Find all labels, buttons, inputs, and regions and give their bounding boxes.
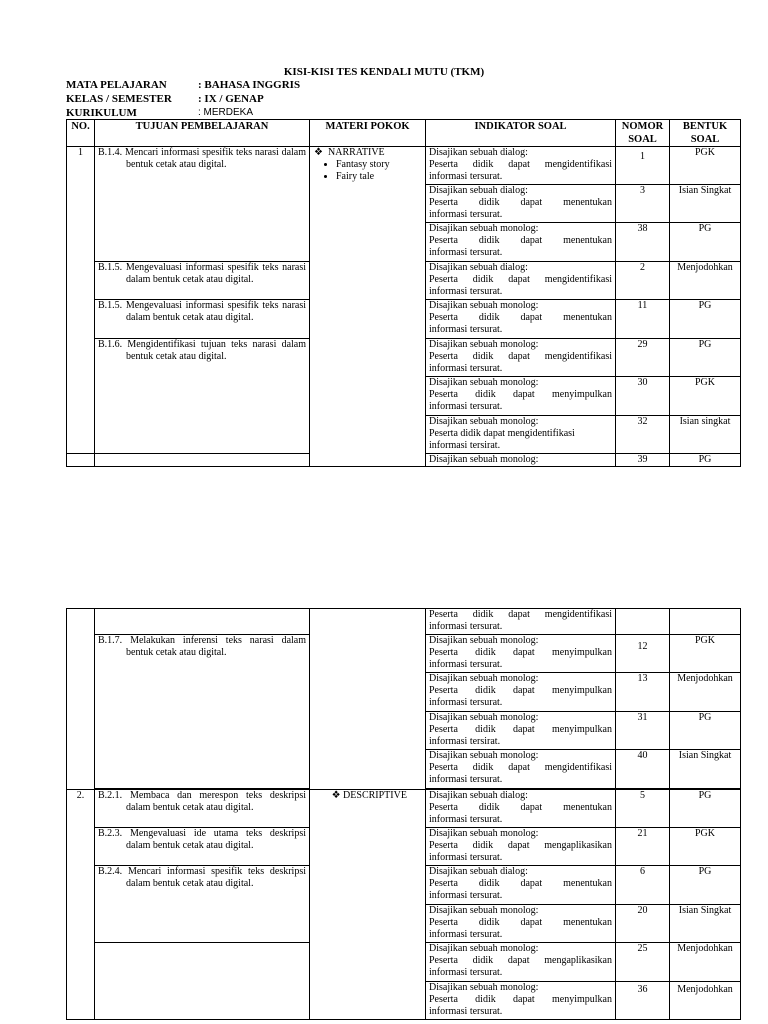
nomor-cell: 31 <box>616 712 670 750</box>
indikator-cell <box>426 750 616 789</box>
meta-value: : BAHASA INGGRIS <box>198 79 301 91</box>
diamond-bullet-icon: ❖ <box>314 147 323 158</box>
indikator-line: Peserta didik dapat menyimpulkan <box>429 647 612 658</box>
tujuan-cell <box>95 339 310 454</box>
indikator-line: informasi tersurat. <box>429 967 503 978</box>
indikator-line: Disajikan sebuah monolog: <box>429 673 539 684</box>
indikator-cell <box>426 300 616 339</box>
meta-label: MATA PELAJARAN <box>66 79 167 91</box>
nomor-cell: 40 <box>616 750 670 789</box>
nomor-cell: 1 <box>616 147 670 185</box>
tujuan-text: Mengevaluasi ide utama teks deskripsi dalam bentuk cetak atau digital. <box>126 828 307 851</box>
tujuan-code: B.1.7. <box>98 635 123 646</box>
tujuan-code: B.1.5. <box>98 300 123 311</box>
nomor-cell: 38 <box>616 223 670 262</box>
nomor-cell: 39 <box>616 454 670 467</box>
indikator-line: Peserta didik dapat menyimpulkan <box>429 685 612 696</box>
indikator-cell <box>426 943 616 982</box>
indikator-line: informasi tersurat. <box>429 852 503 863</box>
indikator-line: informasi tersirat. <box>429 736 501 747</box>
header-no: NO. <box>67 120 95 147</box>
indikator-line: informasi tersurat. <box>429 209 503 220</box>
tujuan-cell <box>95 262 310 300</box>
tujuan-code: B.2.4. <box>98 866 123 877</box>
tujuan-code: B.2.3. <box>98 828 123 839</box>
bentuk-cell: Isian Singkat <box>670 905 741 943</box>
indikator-line: informasi tersurat. <box>429 401 503 412</box>
document-title: KISI-KISI TES KENDALI MUTU (TKM) <box>283 66 485 78</box>
header-nomor: NOMOR SOAL <box>616 120 670 147</box>
bentuk-cell: Menjodohkan <box>670 262 741 300</box>
indikator-line: Disajikan sebuah monolog: <box>429 750 539 761</box>
kisi-table-page-2 <box>66 608 741 1020</box>
bentuk-cell: PG <box>670 712 741 750</box>
empty-cell <box>67 454 95 467</box>
indikator-line: informasi tersurat. <box>429 890 503 901</box>
nomor-cell: 11 <box>616 300 670 339</box>
indikator-cell <box>426 185 616 223</box>
tujuan-cell <box>95 300 310 339</box>
tujuan-cell <box>95 635 310 789</box>
nomor-cell: 6 <box>616 866 670 905</box>
indikator-line: Peserta didik dapat menentukan <box>429 312 612 323</box>
indikator-line: Disajikan sebuah dialog: <box>429 185 528 196</box>
indikator-line: Disajikan sebuah dialog: <box>429 147 528 158</box>
materi-heading <box>314 790 422 802</box>
indikator-cell <box>426 147 616 185</box>
header-indikator: INDIKATOR SOAL <box>426 120 616 147</box>
empty-cell <box>310 609 426 790</box>
indikator-cell <box>426 377 616 416</box>
header-tujuan: TUJUAN PEMBELAJARAN <box>95 120 310 147</box>
nomor-cell: 13 <box>616 673 670 712</box>
nomor-cell: 5 <box>616 790 670 828</box>
tujuan-code: B.1.6. <box>98 339 123 350</box>
bentuk-cell: PGK <box>670 828 741 866</box>
tujuan-text: Mengevaluasi informasi spesifik teks narasi dalam bentuk cetak atau digital. <box>125 262 307 285</box>
indikator-line: Peserta didik dapat menyimpulkan <box>429 994 612 1005</box>
indikator-line: Disajikan sebuah monolog: <box>429 223 539 234</box>
indikator-line: informasi tersurat. <box>429 659 503 670</box>
materi-cell <box>310 147 426 467</box>
indikator-line: informasi tersurat. <box>429 621 503 632</box>
indikator-cell <box>426 712 616 750</box>
tujuan-cell <box>95 828 310 866</box>
indikator-line: informasi tersurat. <box>429 814 503 825</box>
tujuan-cell <box>95 147 310 262</box>
nomor-cell: 20 <box>616 905 670 943</box>
indikator-line: Disajikan sebuah monolog: <box>429 905 539 916</box>
tujuan-text: Mengidentifikasi tujuan teks narasi dalam bentuk cetak atau digital. <box>126 339 306 362</box>
row-number: 2. <box>67 790 95 1020</box>
indikator-cell <box>426 339 616 377</box>
bentuk-cell: PGK <box>670 147 741 185</box>
nomor-cell: 21 <box>616 828 670 866</box>
indikator-line: Peserta didik dapat menentukan <box>429 802 612 813</box>
bentuk-cell: PG <box>670 223 741 262</box>
indikator-line: informasi tersirat. <box>429 440 501 451</box>
bentuk-cell: PG <box>670 454 741 467</box>
indikator-cell <box>426 673 616 712</box>
materi-item: • Fantasy story <box>336 159 422 171</box>
indikator-line: Disajikan sebuah dialog: <box>429 790 528 801</box>
indikator-cell <box>426 828 616 866</box>
diamond-bullet-icon: ❖ <box>331 790 341 801</box>
indikator-cell <box>426 790 616 828</box>
materi-title: DESCRIPTIVE <box>343 790 407 801</box>
indikator-line: Disajikan sebuah monolog: <box>429 982 539 993</box>
indikator-line: Disajikan sebuah monolog: <box>429 635 539 646</box>
indikator-line: Peserta didik dapat mengidentifikasi <box>429 159 612 170</box>
nomor-cell: 3 <box>616 185 670 223</box>
bentuk-cell: PG <box>670 866 741 905</box>
materi-item: • Fairy tale <box>336 171 422 183</box>
indikator-line: informasi tersurat. <box>429 324 503 335</box>
indikator-cell <box>426 982 616 1020</box>
indikator-cell <box>426 454 616 467</box>
indikator-line: informasi tersurat. <box>429 774 503 785</box>
bentuk-cell: Isian Singkat <box>670 750 741 789</box>
indikator-cell <box>426 635 616 673</box>
empty-cell <box>616 609 670 635</box>
indikator-line: Disajikan sebuah monolog: <box>429 943 539 954</box>
indikator-line: Peserta didik dapat mengidentifikasi <box>429 609 612 620</box>
materi-list <box>314 159 422 183</box>
indikator-line: Disajikan sebuah monolog: <box>429 377 539 388</box>
indikator-line: Peserta didik dapat mengidentifikasi <box>429 274 612 285</box>
indikator-line: Peserta didik dapat menyimpulkan <box>429 389 612 400</box>
indikator-line: informasi tersurat. <box>429 697 503 708</box>
bentuk-cell: Isian singkat <box>670 416 741 454</box>
nomor-cell: 25 <box>616 943 670 982</box>
empty-cell <box>67 609 95 790</box>
bentuk-cell: Isian Singkat <box>670 185 741 223</box>
tujuan-cell <box>95 790 310 828</box>
bentuk-cell: PGK <box>670 635 741 673</box>
table-row <box>67 790 741 828</box>
tujuan-text: Mencari informasi spesifik teks narasi dalam bentuk cetak atau digital. <box>124 147 307 170</box>
indikator-line: Peserta didik dapat mengidentifikasi <box>429 762 612 773</box>
indikator-line: Peserta didik dapat menentukan <box>429 235 612 246</box>
indikator-line: informasi tersurat. <box>429 247 503 258</box>
bentuk-cell: Menjodohkan <box>670 943 741 982</box>
indikator-line: informasi tersurat. <box>429 1006 503 1017</box>
nomor-cell: 30 <box>616 377 670 416</box>
indikator-line: Disajikan sebuah monolog: <box>429 828 539 839</box>
empty-cell <box>95 609 310 635</box>
indikator-line: Peserta didik dapat menentukan <box>429 197 612 208</box>
indikator-line: Peserta didik dapat mengaplikasikan <box>429 840 612 851</box>
meta-label: KELAS / SEMESTER <box>66 93 172 105</box>
materi-cell <box>310 790 426 1020</box>
indikator-line: Disajikan sebuah monolog: <box>429 339 539 350</box>
indikator-cell <box>426 866 616 905</box>
indikator-line: Peserta didik dapat menyimpulkan <box>429 724 612 735</box>
meta-label: KURIKULUM <box>66 107 137 119</box>
header-materi: MATERI POKOK <box>310 120 426 147</box>
indikator-line: Disajikan sebuah monolog: <box>429 712 539 723</box>
empty-cell <box>670 609 741 635</box>
tujuan-code: B.2.1. <box>98 790 123 801</box>
indikator-cell <box>426 223 616 262</box>
materi-title: NARRATIVE <box>328 147 385 158</box>
indikator-line: Disajikan sebuah dialog: <box>429 262 528 273</box>
nomor-cell: 29 <box>616 339 670 377</box>
header-bentuk: BENTUK SOAL <box>670 120 741 147</box>
nomor-cell: 2 <box>616 262 670 300</box>
indikator-line: informasi tersurat. <box>429 363 503 374</box>
tujuan-code: B.1.5. <box>98 262 123 273</box>
indikator-line: Peserta didik dapat mengaplikasikan <box>429 955 612 966</box>
tujuan-text: Membaca dan merespon teks deskripsi dalam bentuk cetak atau digital. <box>126 790 306 813</box>
materi-heading <box>314 147 422 159</box>
tujuan-text: Melakukan inferensi teks narasi dalam bentuk cetak atau digital. <box>126 635 307 658</box>
bentuk-cell: PGK <box>670 377 741 416</box>
bentuk-cell: PG <box>670 790 741 828</box>
nomor-cell: 32 <box>616 416 670 454</box>
nomor-cell: 36 <box>616 982 670 1020</box>
tujuan-text: Mencari informasi spesifik teks deskripsi dalam bentuk cetak atau digital. <box>126 866 307 889</box>
indikator-line: informasi tersurat. <box>429 929 503 940</box>
empty-cell <box>95 454 310 467</box>
indikator-line: Peserta didik dapat mengidentifikasi <box>429 428 575 439</box>
meta-value: : IX / GENAP <box>198 93 264 105</box>
indikator-line: Disajikan sebuah dialog: <box>429 866 528 877</box>
bentuk-cell: PG <box>670 339 741 377</box>
indikator-line: Disajikan sebuah monolog: <box>429 300 539 311</box>
table-row <box>67 147 741 185</box>
indikator-line: Peserta didik dapat menentukan <box>429 917 612 928</box>
kisi-table-page-1 <box>66 119 741 467</box>
bentuk-cell: Menjodohkan <box>670 673 741 712</box>
table-header-row <box>67 120 741 147</box>
meta-value: : MERDEKA <box>198 107 254 118</box>
indikator-line: informasi tersurat. <box>429 171 503 182</box>
empty-cell <box>95 943 310 1020</box>
indikator-line: Peserta didik dapat menentukan <box>429 878 612 889</box>
indikator-cell <box>426 905 616 943</box>
indikator-cell <box>426 416 616 454</box>
indikator-cell <box>426 262 616 300</box>
tujuan-text: Mengevaluasi informasi spesifik teks narasi dalam bentuk cetak atau digital. <box>125 300 307 323</box>
indikator-line: Disajikan sebuah monolog: <box>429 416 539 427</box>
bentuk-cell: PG <box>670 300 741 339</box>
indikator-line: informasi tersurat. <box>429 286 503 297</box>
indikator-line: Peserta didik dapat mengidentifikasi <box>429 351 612 362</box>
indikator-cell <box>426 609 616 635</box>
bentuk-cell: Menjodohkan <box>670 982 741 1020</box>
nomor-cell: 12 <box>616 635 670 673</box>
tujuan-code: B.1.4. <box>98 147 123 158</box>
table-row <box>67 609 741 635</box>
row-number: 1 <box>67 147 95 454</box>
tujuan-cell <box>95 866 310 943</box>
indikator-line: Disajikan sebuah monolog: <box>429 454 539 465</box>
